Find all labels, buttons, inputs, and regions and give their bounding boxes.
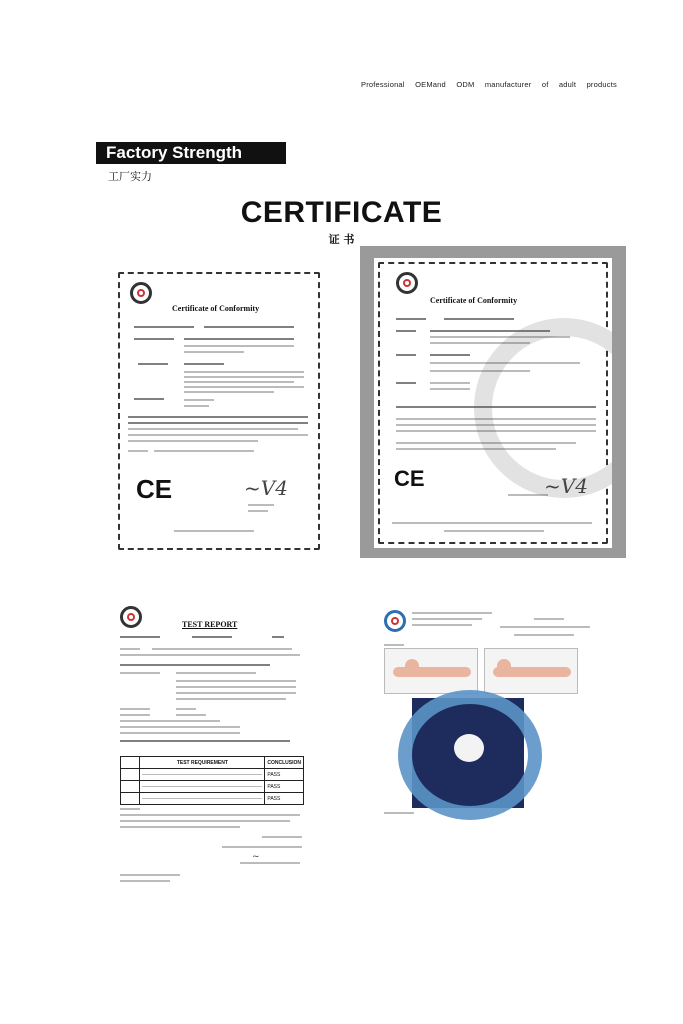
doc-heading: Certificate of Conformity	[430, 296, 518, 305]
section-title-banner: Factory Strength	[96, 142, 286, 164]
section-subtitle: 工厂实力	[108, 170, 152, 183]
tagline-word: products	[586, 80, 617, 89]
certifier-logo-icon	[130, 282, 152, 304]
test-report-doc	[112, 600, 312, 890]
table-row	[121, 793, 304, 805]
certifier-logo-icon	[396, 272, 418, 294]
doc-heading: Certificate of Conformity	[172, 304, 260, 313]
tagline-word: OEMand	[415, 80, 446, 89]
tagline-word: Professional	[361, 80, 405, 89]
tagline-word: adult	[558, 80, 577, 89]
doc-heading: TEST REPORT	[182, 620, 238, 629]
header-tagline	[361, 80, 617, 89]
signature: ~V4	[544, 474, 588, 498]
certificate-doc-2	[374, 258, 612, 548]
table-row	[121, 781, 304, 793]
lab-logo-icon	[384, 610, 406, 632]
result-cell: PASS	[265, 769, 304, 781]
signature: ~V4	[244, 476, 288, 500]
certifier-logo-icon	[120, 606, 142, 628]
ce-mark: CE	[394, 466, 425, 491]
tagline-word: ODM	[456, 80, 475, 89]
table-header-result: CONCLUSION	[265, 757, 304, 769]
tagline-word: manufacturer	[484, 80, 532, 89]
certificate-title: CERTIFICATE	[240, 196, 443, 229]
test-results-table	[120, 756, 304, 805]
table-header-requirement: TEST REQUIREMENT	[140, 757, 265, 769]
tagline-word: of	[541, 80, 549, 89]
sample-photo-2	[484, 648, 578, 694]
certificate-subtitle: 证 书	[328, 233, 355, 246]
test-photo-doc	[384, 606, 606, 830]
table-row	[121, 769, 304, 781]
sample-photo-1	[384, 648, 478, 694]
result-cell: PASS	[265, 781, 304, 793]
ce-mark: CE	[136, 474, 173, 504]
sample-material	[454, 734, 484, 762]
result-cell: PASS	[265, 793, 304, 805]
certificate-doc-1	[114, 268, 324, 554]
signature: ~	[252, 852, 260, 862]
